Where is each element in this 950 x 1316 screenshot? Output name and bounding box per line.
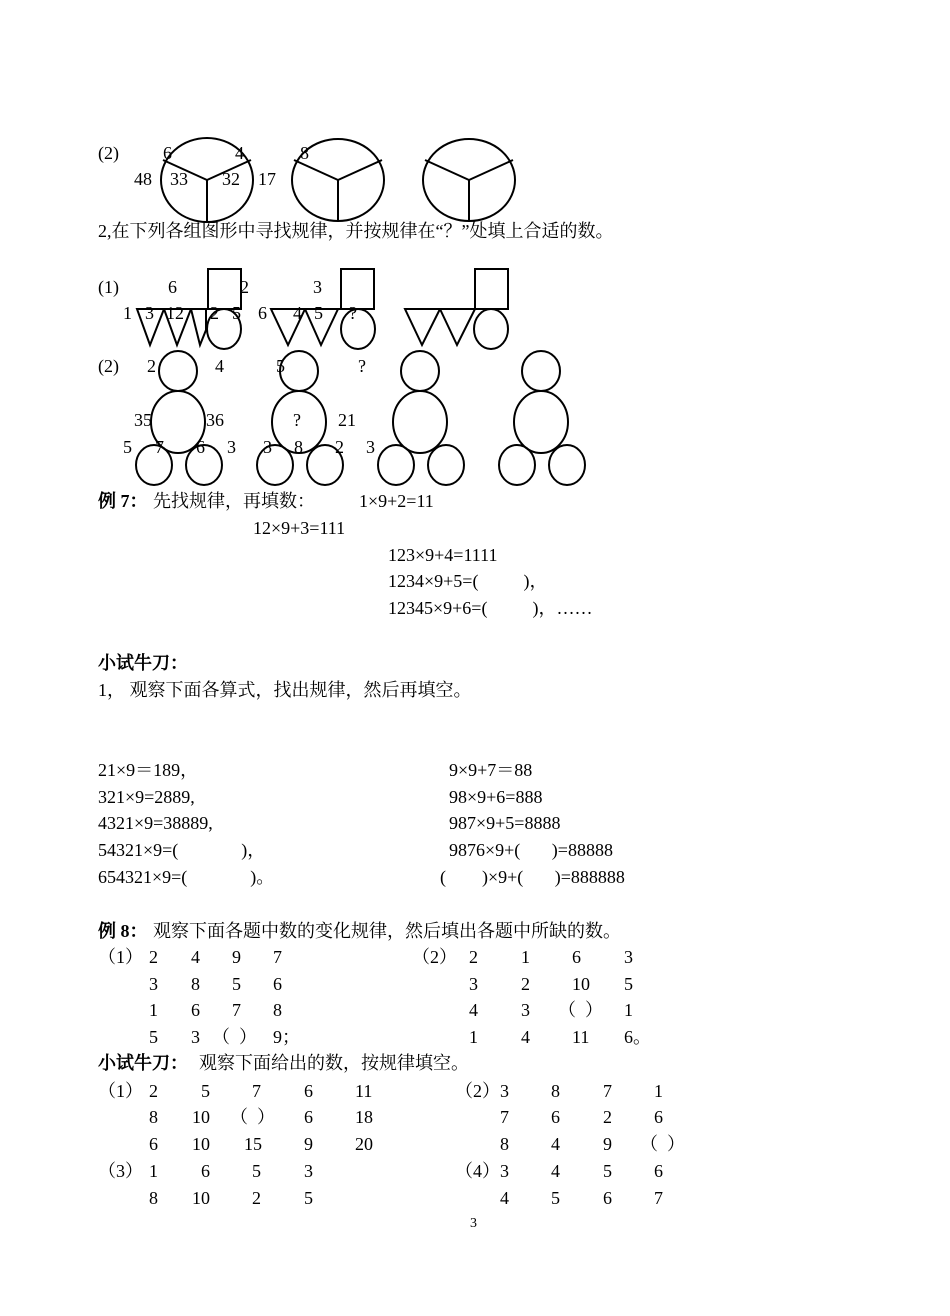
g2-tri-a: 6 [258, 303, 267, 323]
circle2-top-number: 8 [300, 143, 309, 163]
grid-cell: 2 [603, 1107, 612, 1127]
practice-1-left-1: 21×9＝189， [98, 760, 199, 780]
practice-2-p3-label: （3） [98, 1161, 143, 1181]
grid-cell: （ ） [558, 1000, 603, 1020]
circle1-right-number: 32 [222, 169, 240, 189]
outside-right-number: 17 [258, 169, 276, 189]
shapes-row-1-label: (1) [98, 277, 119, 297]
s2-head-right-question: ? [358, 356, 366, 376]
grid-cell: 10 [192, 1107, 210, 1127]
grid-cell: 11 [572, 1027, 590, 1047]
grid-cell: 3 [304, 1161, 313, 1181]
grid-cell: 7 [603, 1081, 612, 1101]
s1-head-number: 2 [147, 356, 156, 376]
practice-1-left-3: 4321×9=38889, [98, 813, 213, 833]
example-7-line-2: 12×9+3=111 [253, 518, 346, 538]
grid-cell: 9； [273, 1027, 300, 1047]
g2-tri-b: 4 [293, 303, 302, 323]
grid-cell: 2 [469, 947, 478, 967]
page-number: 3 [470, 1216, 477, 1231]
grid-cell: 7 [273, 947, 282, 967]
practice-1-left-5: 654321×9=( )。 [98, 867, 275, 887]
circle1-left-number: 33 [170, 169, 188, 189]
grid-cell: 10 [192, 1188, 210, 1208]
s1-foot4: 3 [227, 437, 236, 457]
practice-1-left-4: 54321×9=( )， [98, 840, 266, 860]
divided-circle-3 [423, 139, 515, 221]
grid-cell: 4 [521, 1027, 530, 1047]
practice-1-heading: 小试牛刀： [98, 653, 188, 673]
grid-cell: 18 [355, 1107, 373, 1127]
grid-cell: 5 [201, 1081, 210, 1101]
grid-cell: 1 [149, 1000, 158, 1020]
grid-cell: 5 [232, 974, 241, 994]
grid-cell: 4 [551, 1161, 560, 1181]
grid-cell: 3 [469, 974, 478, 994]
example-8-title: 例 8： [98, 921, 148, 941]
grid-cell: 20 [355, 1134, 373, 1154]
grid-cell: 2 [149, 1081, 158, 1101]
outside-left-number: 48 [134, 169, 152, 189]
grid-cell: 3 [191, 1027, 200, 1047]
example-7-line-3: 123×9+4=1111 [388, 545, 498, 565]
g1-tri-c: 12 [166, 303, 184, 323]
ex8-p2-label: （2） [412, 947, 457, 967]
grid-cell: 6 [654, 1161, 663, 1181]
grid-cell: 4 [500, 1188, 509, 1208]
practice-2-heading: 小试牛刀： [98, 1053, 188, 1073]
g1-circle-b: 5 [232, 303, 241, 323]
grid-cell: 3 [149, 974, 158, 994]
snowman-3 [378, 351, 464, 485]
g1-tri-a: 1 [123, 303, 132, 323]
grid-cell: 5 [304, 1188, 313, 1208]
example-7-prompt: 先找规律，再填数： [153, 491, 315, 511]
grid-cell: 3 [500, 1081, 509, 1101]
grid-cell: 6 [304, 1107, 313, 1127]
grid-cell: 1 [624, 1000, 633, 1020]
example-7-line-1: 1×9+2=11 [359, 491, 434, 511]
circle1-top-left-number: 6 [163, 143, 172, 163]
grid-cell: 7 [252, 1081, 261, 1101]
s2-head-number: 5 [276, 356, 285, 376]
grid-cell: 4 [551, 1134, 560, 1154]
g2-top-number: 3 [313, 277, 322, 297]
grid-cell: 8 [149, 1188, 158, 1208]
g1-top-number: 6 [168, 277, 177, 297]
grid-cell: 7 [232, 1000, 241, 1020]
g1-circle-a: 2 [210, 303, 219, 323]
grid-cell: 6 [273, 974, 282, 994]
grid-cell: 15 [244, 1134, 262, 1154]
grid-cell: 1 [521, 947, 530, 967]
grid-cell: 5 [603, 1161, 612, 1181]
example-7-line-4: 1234×9+5=( )， [388, 571, 548, 591]
s1-foot1: 5 [123, 437, 132, 457]
s1-foot2: 7 [155, 437, 164, 457]
ex8-p1-label: （1） [98, 947, 143, 967]
grid-cell: 3 [624, 947, 633, 967]
grid-cell: 4 [191, 947, 200, 967]
grid-cell: 6 [551, 1107, 560, 1127]
grid-cell: 1 [149, 1161, 158, 1181]
s2-foot4: 3 [366, 437, 375, 457]
practice-1-right-3: 987×9+5=8888 [449, 813, 561, 833]
grid-cell: 1 [654, 1081, 663, 1101]
practice-1-right-2: 98×9+6=888 [449, 787, 543, 807]
s1-body-left: 35 [134, 410, 152, 430]
practice-1-right-5: ( )×9+( )=888888 [440, 867, 625, 887]
grid-cell: 6 [572, 947, 581, 967]
grid-cell: 8 [273, 1000, 282, 1020]
example-7-title: 例 7： [98, 491, 148, 511]
circles-row-label: (2) [98, 143, 119, 163]
grid-cell: （ ） [212, 1027, 257, 1047]
practice-2-p2-label: （2） [455, 1081, 500, 1101]
grid-cell: 3 [500, 1161, 509, 1181]
grid-cell: 3 [521, 1000, 530, 1020]
grid-cell: 10 [192, 1134, 210, 1154]
s1-head-right-number: 4 [215, 356, 224, 376]
grid-cell: 6 [201, 1161, 210, 1181]
snowman-4 [499, 351, 585, 485]
s1-body-right: 36 [206, 410, 224, 430]
grid-cell: 8 [149, 1107, 158, 1127]
example-8-text: 观察下面各题中数的变化规律，然后填出各题中所缺的数。 [153, 921, 621, 941]
s2-foot2: 8 [294, 437, 303, 457]
practice-1-question: 1， 观察下面各算式，找出规律，然后再填空。 [98, 680, 472, 700]
grid-cell: 8 [191, 974, 200, 994]
grid-cell: 7 [654, 1188, 663, 1208]
grid-cell: 9 [603, 1134, 612, 1154]
s1-foot3: 6 [196, 437, 205, 457]
grid-cell: 5 [149, 1027, 158, 1047]
question-2-title: 2,在下列各组图形中寻找规律，并按规律在“？”处填上合适的数。 [98, 221, 614, 241]
practice-2-p4-label: （4） [455, 1161, 500, 1181]
triangle-group-2 [271, 269, 375, 349]
grid-cell: 1 [469, 1027, 478, 1047]
practice-1-left-2: 321×9=2889, [98, 787, 195, 807]
grid-cell: 4 [469, 1000, 478, 1020]
grid-cell: 2 [252, 1188, 261, 1208]
s2-foot3: 2 [335, 437, 344, 457]
practice-1-right-1: 9×9+7＝88 [449, 760, 533, 780]
s2-foot1: 3 [263, 437, 272, 457]
practice-2-p1-label: （1） [98, 1081, 143, 1101]
grid-cell: 5 [252, 1161, 261, 1181]
s2-body-right: 21 [338, 410, 356, 430]
grid-cell: 6 [304, 1081, 313, 1101]
g1-tri-b: 3 [145, 303, 154, 323]
grid-cell: 11 [355, 1081, 373, 1101]
g2-circle-question: ? [349, 303, 357, 323]
grid-cell: 8 [551, 1081, 560, 1101]
grid-cell: （ ） [640, 1134, 685, 1154]
grid-cell: 5 [551, 1188, 560, 1208]
practice-2-text: 观察下面给出的数，按规律填空。 [199, 1053, 469, 1073]
circle1-top-right-number: 4 [235, 143, 244, 163]
triangle-group-3 [405, 269, 508, 349]
grid-cell: 10 [572, 974, 590, 994]
grid-cell: 8 [500, 1134, 509, 1154]
grid-cell: 2 [521, 974, 530, 994]
grid-cell: 9 [232, 947, 241, 967]
grid-cell: 9 [304, 1134, 313, 1154]
grid-cell: 6 [603, 1188, 612, 1208]
grid-cell: 6 [654, 1107, 663, 1127]
practice-1-right-4: 9876×9+( )=88888 [449, 840, 613, 860]
grid-cell: 5 [624, 974, 633, 994]
g1-square-number: 2 [240, 277, 249, 297]
grid-cell: 7 [500, 1107, 509, 1127]
grid-cell: 6 [149, 1134, 158, 1154]
shapes-row-2-label: (2) [98, 356, 119, 376]
s2-body-question: ? [293, 410, 301, 430]
grid-cell: 6。 [624, 1027, 651, 1047]
grid-cell: 6 [191, 1000, 200, 1020]
grid-cell: 2 [149, 947, 158, 967]
example-7-line-5: 12345×9+6=( )，…… [388, 598, 593, 618]
grid-cell: （ ） [230, 1107, 275, 1127]
g2-tri-c: 5 [314, 303, 323, 323]
